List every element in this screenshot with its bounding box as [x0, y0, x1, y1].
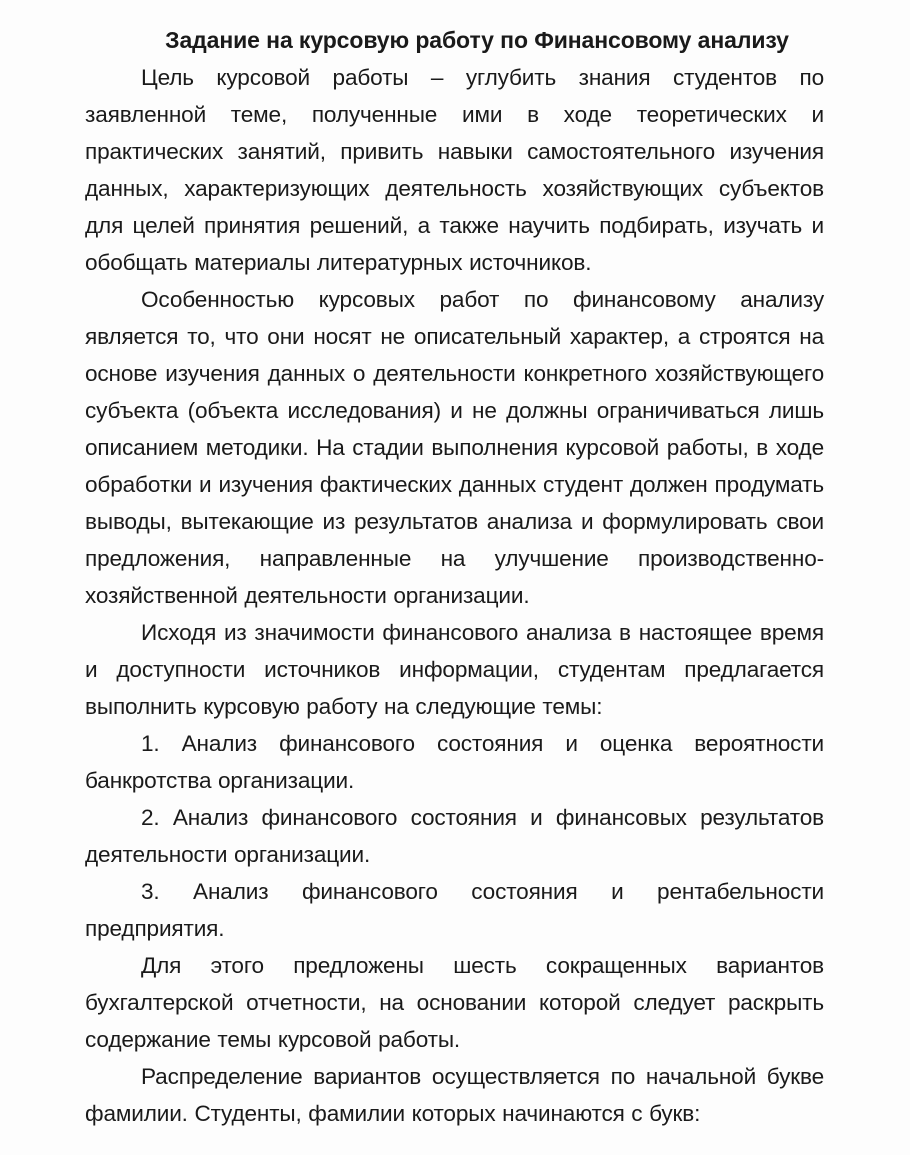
document-title: Задание на курсовую работу по Финансовому анализу	[165, 27, 789, 53]
paragraph-goal: Цель курсовой работы – углубить знания студентов по заявленной теме, полученные ими в ходе теоретических и практических занятий, привить навыки самостоятельного изучения данных, характеризующих деятельность хозяйствующих субъектов для целей принятия решений, а также научить подбирать, изучать и обобщать материалы литературных источников.	[85, 65, 824, 275]
paragraph-distribution: Распределение вариантов осуществляется по начальной букве фамилии. Студенты, фамилии которых начинаются с букв:	[85, 1064, 824, 1126]
numbered-item-2: 2. Анализ финансового состояния и финансовых результатов деятельности организации.	[85, 805, 824, 867]
paragraph-topics-intro: Исходя из значимости финансового анализа в настоящее время и доступности источников информации, студентам предлагается выполнить курсовую работу на следующие темы:	[85, 620, 824, 719]
numbered-item-3: 3. Анализ финансового состояния и рентабельности предприятия.	[85, 879, 824, 941]
paragraph-variants: Для этого предложены шесть сокращенных вариантов бухгалтерской отчетности, на основании которой следует раскрыть содержание темы курсовой работы.	[85, 953, 824, 1052]
numbered-item-1: 1. Анализ финансового состояния и оценка вероятности банкротства организации.	[85, 731, 824, 793]
paragraph-feature: Особенностью курсовых работ по финансовому анализу является то, что они носят не описательный характер, а строятся на основе изучения данных о деятельности конкретного хозяйствующего субъекта (объекта исследования) и не должны ограничиваться лишь описанием методики. На стадии выполнения курсовой работы, в ходе обработки и изучения фактических данных студент должен продумать выводы, вытекающие из результатов анализа и формулировать свои предложения, направленные на улучшение производственно-хозяйственной деятельности организации.	[85, 287, 824, 608]
